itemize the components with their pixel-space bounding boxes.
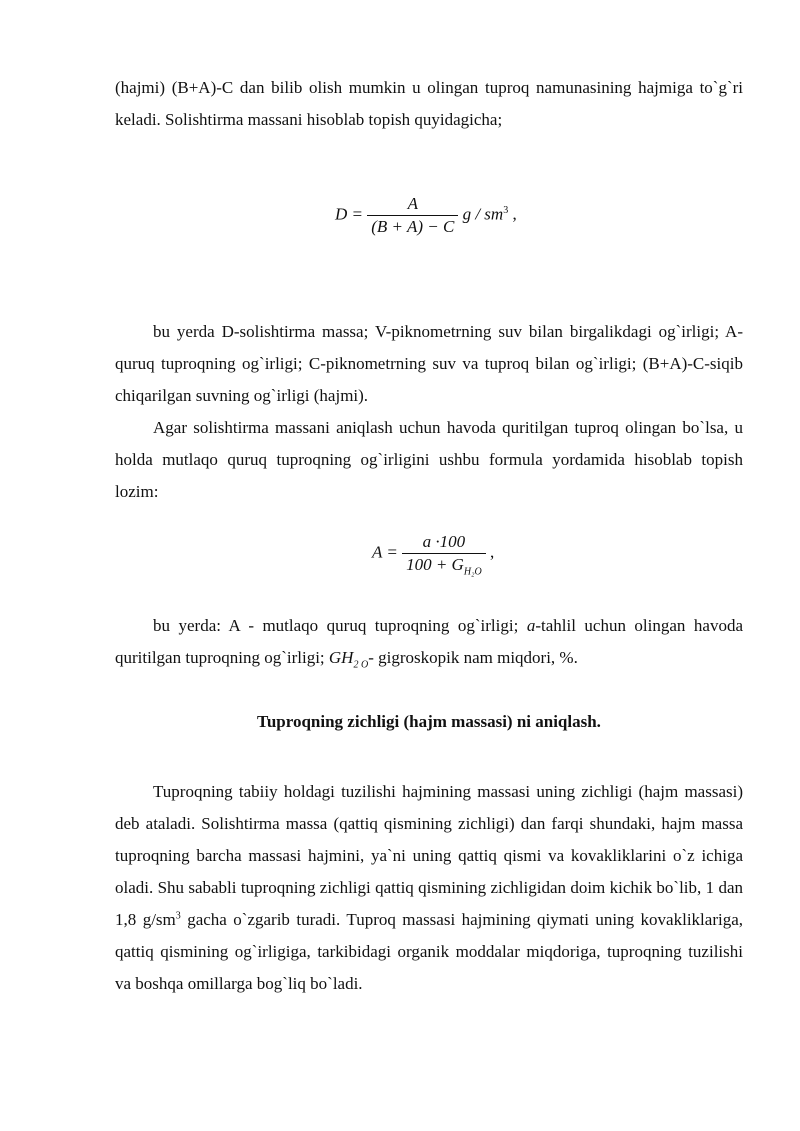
legend-2-var-a: a — [526, 616, 536, 635]
formula-dry-weight-den-sub: H₂O — [463, 566, 482, 578]
formula-density-tail: , — [512, 204, 517, 224]
formula-dry-weight-numerator: a ·100 — [422, 532, 466, 551]
formula-density-unit: g / sm — [462, 204, 504, 224]
formula-dry-weight-denominator — [402, 553, 486, 576]
bulk-density-text-a: Tuproqning tabiiy holdagi tuzilishi hajmining massasi uning zichligi (hajm massasi) deb ataladi. Solishtirma massa (qattiq qismining zichligi) dan farqi shundaki, hajm massa tuproqning barcha massasi hajmini, ya`ni uning qattiq qismi va kovakliklarini o`z ichiga oladi. Shu sababli tuproqning zichligi qattiq qismining zichligidan doim kichik bo`lib, 1 dan 1,8 g/sm — [115, 782, 743, 929]
formula-dry-weight-lhs: A = — [372, 542, 398, 562]
paragraph-air-dried: Agar solishtirma massani aniqlash uchun havoda quritilgan tuproq olingan bo`lsa, u holda mutlaqo quruq tuproqning og`irligini ushbu formula yordamida hisoblab topish lozim: — [115, 418, 743, 501]
legend-2-var-sub: 2 O — [353, 659, 369, 671]
bulk-density-text-b: gacha o`zgarib turadi. Tuproq massasi hajmining qiymati uning kovakliklariga, qattiq qismining og`irligiga, tarkibidagi organik moddalar miqdoriga, tuproqning tuzilishi va boshqa omillarga bog`liq bo`ladi. — [115, 910, 743, 993]
bulk-density-sup: 3 — [175, 910, 181, 922]
formula-density-fraction — [367, 193, 458, 238]
legend-2-part-c: -tahlil uchun olingan havoda quritilgan tuproqning og`irligi; — [115, 616, 743, 667]
paragraph-legend-1: bu yerda D-solishtirma massa; V-piknometrning suv bilan birgalikdagi og`irligi; A-quruq tuproqning og`irligi; C-piknometrning suv va tuproq bilan og`irligi; (B+A)-C-siqib chiqarilgan suvning og`irligi (hajmi). — [115, 322, 743, 405]
formula-dry-weight-tail: , — [489, 542, 495, 562]
formula-density-unit-sup: 3 — [503, 204, 509, 216]
formula-dry-weight — [372, 531, 494, 576]
section-heading: Tuproqning zichligi (hajm massasi) ni aniqlash. — [257, 712, 601, 731]
paragraph-intro: (hajmi) (B+A)-C dan bilib olish mumkin u olingan tuproq namunasining hajmiga to`g`ri keladi. Solishtirma massani hisoblab topish quyidagicha; — [115, 78, 743, 129]
formula-density-lhs: D = — [335, 204, 363, 224]
legend-2-part-f: - gigroskopik nam miqdori, %. — [368, 648, 578, 667]
formula-dry-weight-den-main: 100 + G — [406, 555, 464, 574]
paragraph-bulk-density — [115, 776, 743, 1000]
formula-density-denominator: (B + A) − C — [367, 215, 458, 238]
legend-2-part-a: bu yerda: A - mutlaqo quruq tuproqning og`irligi; — [153, 616, 527, 635]
legend-2-var-gh: GH — [328, 648, 354, 667]
formula-density — [335, 193, 517, 238]
formula-dry-weight-fraction — [402, 531, 486, 576]
paragraph-legend-2 — [115, 610, 743, 674]
formula-density-numerator: A — [407, 194, 418, 213]
